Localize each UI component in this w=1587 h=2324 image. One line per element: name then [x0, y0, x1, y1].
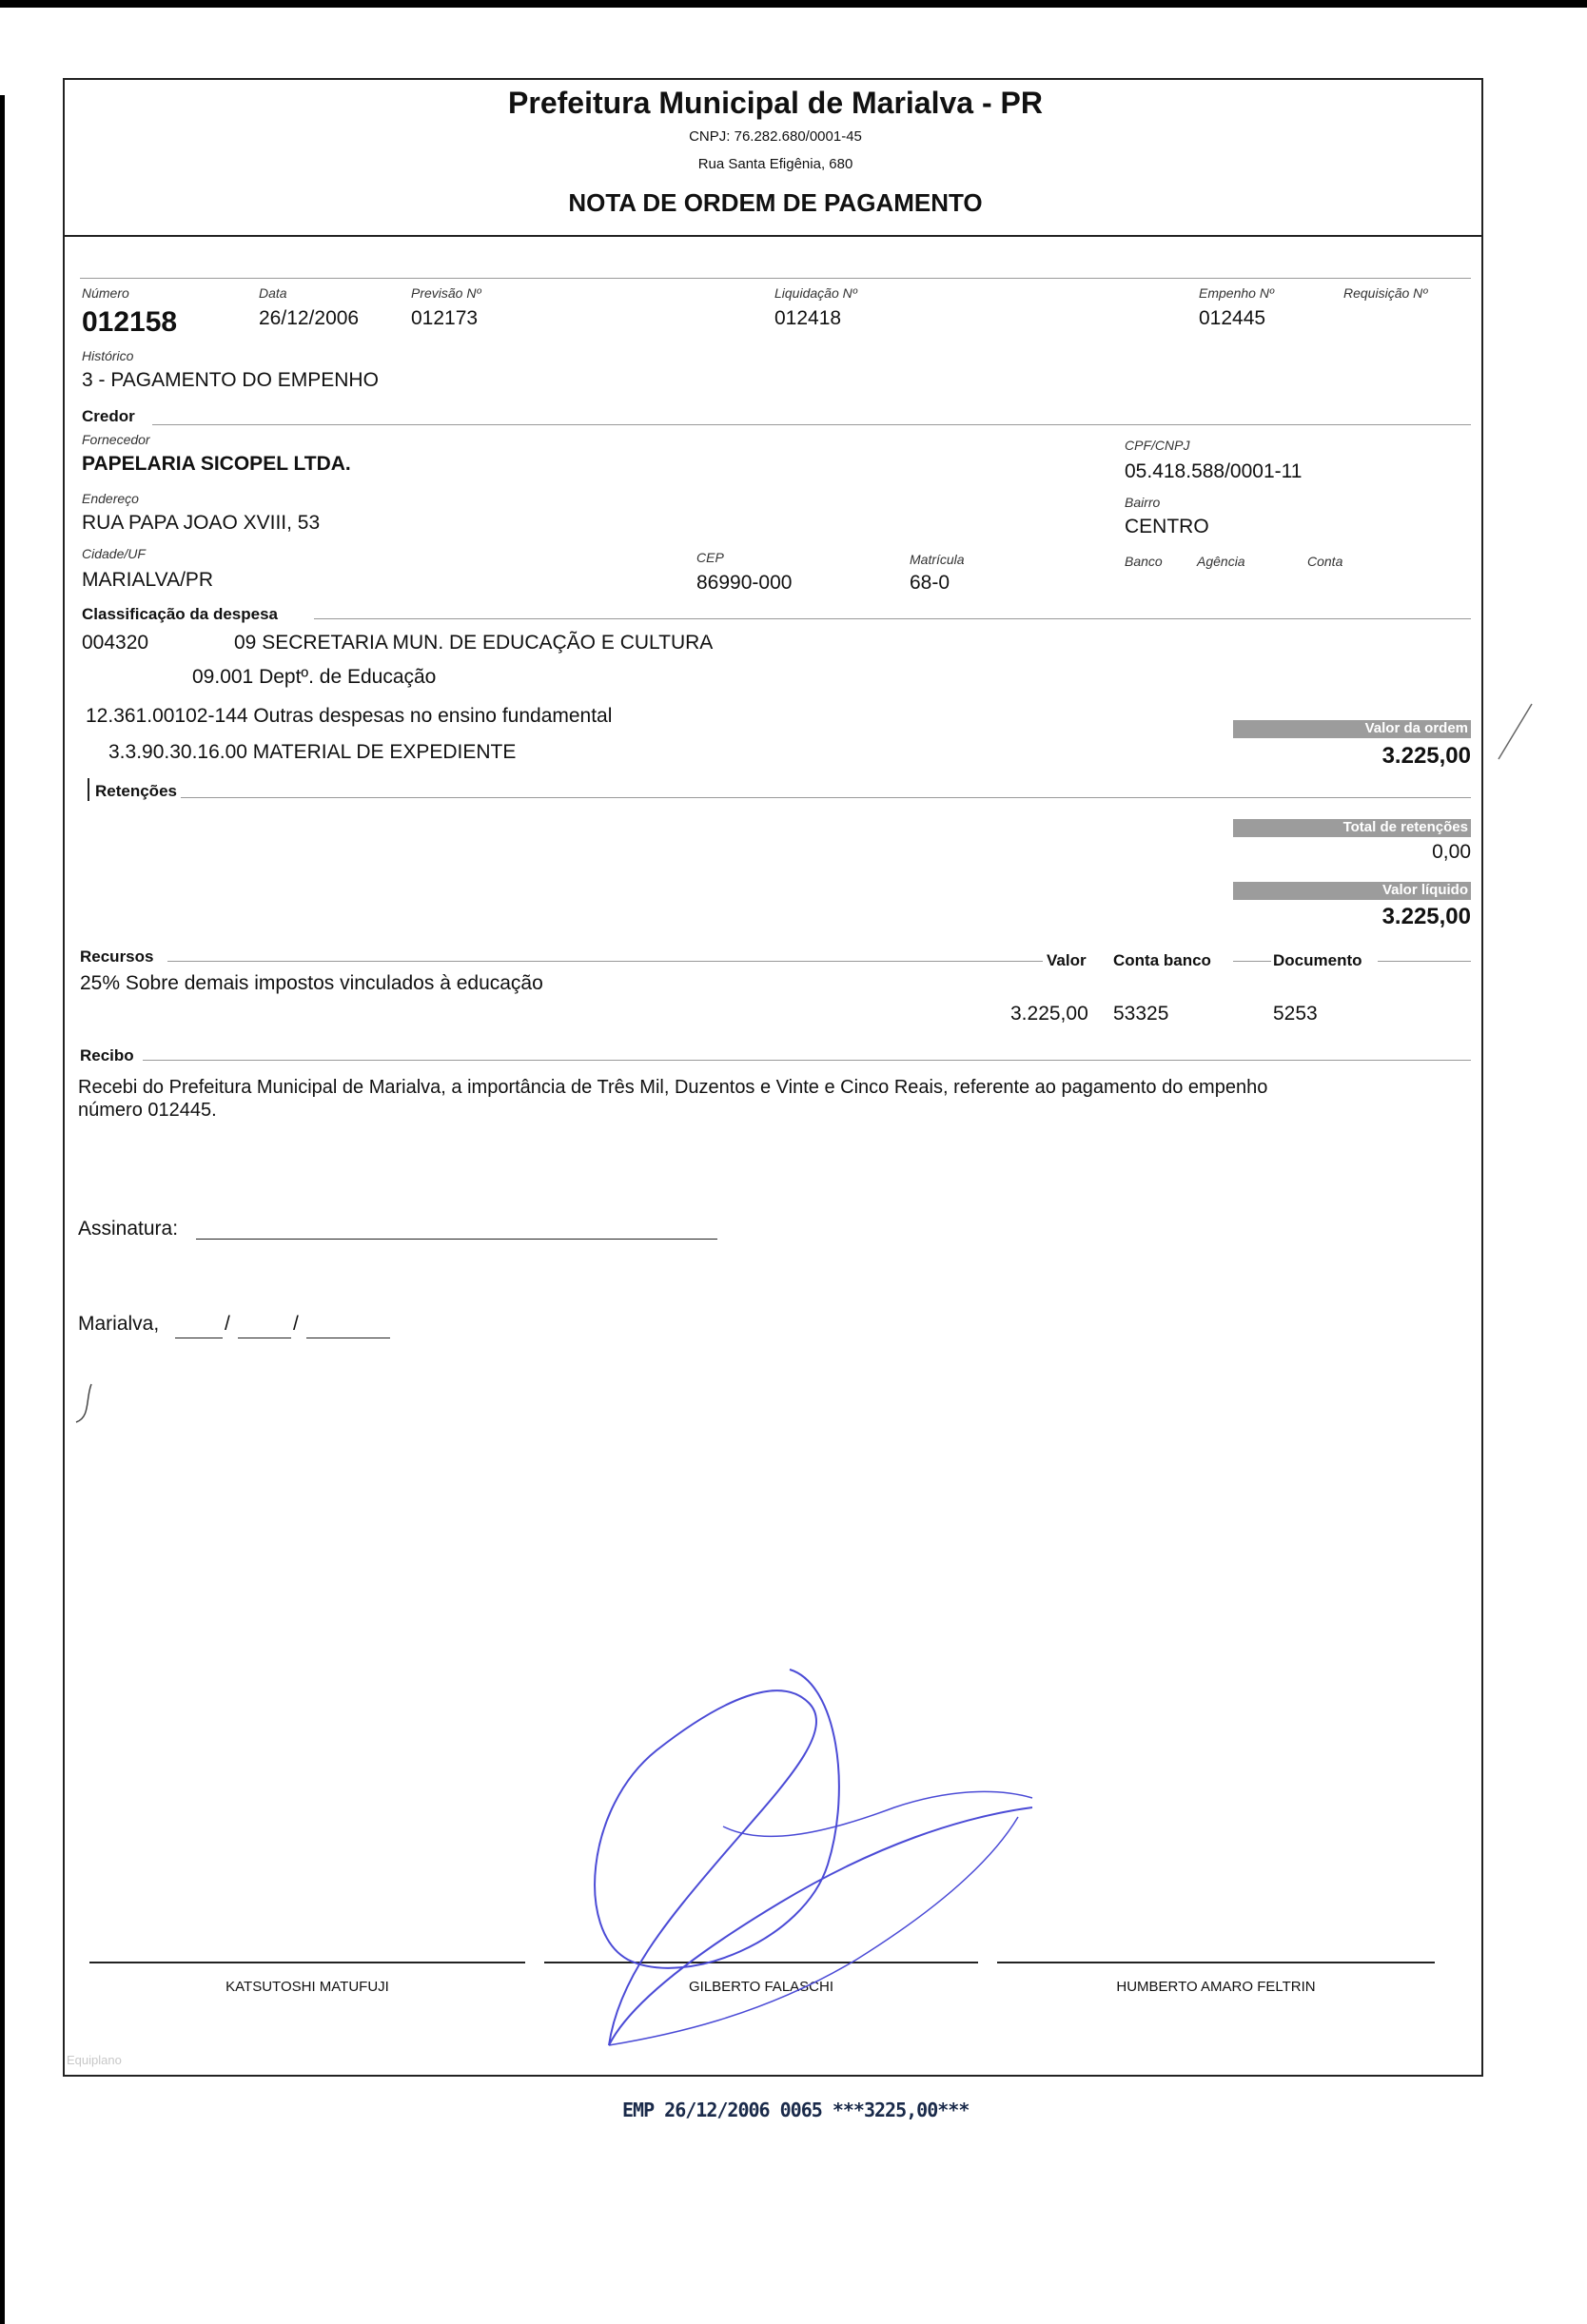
valor-liquido-value: 3.225,00 [1381, 904, 1471, 929]
recibo-text-line-1: Recebi do Prefeitura Municipal de Marialva, a importância de Três Mil, Duzentos e Vinte e Cinco Reais, referente ao pagamento do empenho [78, 1077, 1268, 1098]
classificacao-line-4: 3.3.90.30.16.00 MATERIAL DE EXPEDIENTE [108, 741, 517, 763]
cep-value: 86990-000 [696, 572, 793, 594]
bairro-value: CENTRO [1125, 516, 1209, 537]
valor-liquido-label: Valor líquido [1233, 882, 1471, 900]
empenho-value: 012445 [1199, 307, 1266, 329]
conta-label: Conta [1307, 554, 1343, 569]
document-title: NOTA DE ORDEM DE PAGAMENTO [568, 188, 983, 217]
recibo-title: Recibo [80, 1046, 134, 1064]
classificacao-title: Classificação da despesa [82, 605, 279, 623]
recursos-documento: 5253 [1273, 1003, 1318, 1025]
address-line: Rua Santa Efigênia, 680 [697, 156, 853, 172]
stray-mark-left [76, 1384, 91, 1422]
recursos-conta-banco-label: Conta banco [1113, 951, 1211, 969]
numero-label: Número [82, 285, 129, 301]
retencoes-title: Retenções [95, 782, 177, 800]
endereco-label: Endereço [82, 491, 139, 506]
signature-stroke-3 [723, 1791, 1032, 1836]
local-label: Marialva, [78, 1313, 160, 1335]
recursos-valor: 3.225,00 [1010, 1003, 1088, 1025]
requisicao-label: Requisição Nº [1343, 285, 1428, 301]
historico-value: 3 - PAGAMENTO DO EMPENHO [82, 369, 379, 391]
fornecedor-label: Fornecedor [82, 432, 150, 447]
previsao-label: Previsão Nº [411, 285, 481, 301]
numero-value: 012158 [82, 306, 178, 338]
signatory-1: KATSUTOSHI MATUFUJI [225, 1979, 389, 1995]
data-value: 26/12/2006 [259, 307, 360, 329]
signatory-3: HUMBERTO AMARO FELTRIN [1116, 1979, 1316, 1995]
classificacao-line-2: 09.001 Deptº. de Educação [192, 666, 437, 688]
historico-label: Histórico [82, 348, 134, 363]
recursos-title: Recursos [80, 947, 154, 966]
total-retencoes-label: Total de retenções [1233, 819, 1471, 837]
signature-stroke-2 [609, 1817, 1018, 2045]
classificacao-code: 004320 [82, 632, 149, 654]
recursos-conta-banco: 53325 [1113, 1003, 1169, 1025]
cidade-value: MARIALVA/PR [82, 569, 214, 591]
cpf-label: CPF/CNPJ [1125, 438, 1190, 453]
matricula-label: Matrícula [910, 552, 965, 567]
recursos-descricao: 25% Sobre demais impostos vinculados à educação [80, 972, 543, 994]
empenho-label: Empenho Nº [1199, 285, 1275, 301]
total-retencoes-value: 0,00 [1432, 841, 1471, 863]
liquidacao-value: 012418 [774, 307, 842, 329]
agencia-label: Agência [1197, 554, 1245, 569]
cnpj-line: CNPJ: 76.282.680/0001-45 [689, 128, 862, 145]
liquidacao-label: Liquidação Nº [774, 285, 857, 301]
payment-stamp: EMP 26/12/2006 0065 ***3225,00*** [622, 2099, 970, 2121]
date-slash-1: / [225, 1313, 230, 1335]
classificacao-line-3: 12.361.00102-144 Outras despesas no ensino fundamental [86, 705, 613, 727]
classificacao-line-1: 09 SECRETARIA MUN. DE EDUCAÇÃO E CULTURA [234, 632, 714, 654]
bairro-label: Bairro [1125, 495, 1161, 510]
endereco-value: RUA PAPA JOAO XVIII, 53 [82, 512, 321, 534]
date-slash-2: / [293, 1313, 299, 1335]
signature-stroke-main [595, 1670, 1032, 2045]
data-label: Data [259, 285, 287, 301]
stray-mark-right [1499, 704, 1532, 759]
recursos-valor-label: Valor [1047, 951, 1087, 969]
valor-ordem-label: Valor da ordem [1233, 720, 1471, 738]
recibo-text-line-2: número 012445. [78, 1100, 217, 1121]
banco-label: Banco [1125, 554, 1163, 569]
cep-label: CEP [696, 550, 724, 565]
signatory-2: GILBERTO FALASCHI [689, 1979, 833, 1995]
matricula-value: 68-0 [910, 572, 950, 594]
recursos-documento-label: Documento [1273, 951, 1362, 969]
cpf-value: 05.418.588/0001-11 [1125, 460, 1303, 482]
previsao-value: 012173 [411, 307, 479, 329]
municipality-title: Prefeitura Municipal de Marialva - PR [508, 86, 1043, 120]
valor-ordem-value: 3.225,00 [1381, 743, 1471, 769]
assinatura-label: Assinatura: [78, 1218, 179, 1240]
watermark: Equiplano [67, 2053, 122, 2067]
cidade-label: Cidade/UF [82, 546, 146, 561]
fornecedor-value: PAPELARIA SICOPEL LTDA. [82, 453, 351, 475]
credor-title: Credor [82, 407, 135, 425]
